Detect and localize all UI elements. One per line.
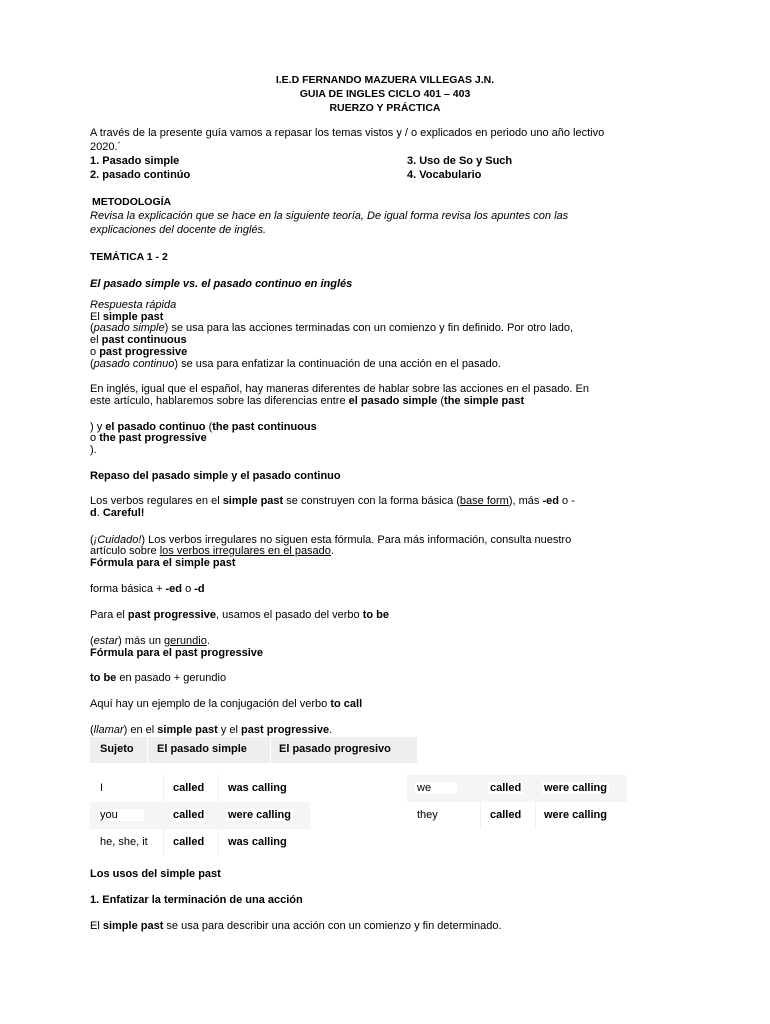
table-header-cell: El pasado simple [157, 743, 247, 755]
base-form-link[interactable]: base form [459, 495, 509, 507]
quick-answer-line4: o past progressive [90, 346, 188, 358]
gerundio-link[interactable]: gerundio [164, 635, 207, 647]
table-cell-subject: I [100, 782, 104, 794]
intro-text-line1: A través de la presente guía vamos a repasar los temas vistos y / o explicados en periodo uno año lectivo [90, 127, 605, 139]
article-intro-line4: o the past progressive [90, 432, 207, 444]
formula-simple-past: forma básica + -ed o -d [90, 583, 205, 595]
irregular-verbs-link[interactable]: los verbos irregulares en el pasado [159, 545, 331, 557]
table-cell-progressive: were calling [544, 782, 607, 794]
table-cell-simple: called [490, 809, 522, 821]
quick-answer-label: Respuesta rápida [90, 299, 177, 311]
regular-verbs-line1: Los verbos regulares en el simple past se construyen con la forma básica (base form), más -ed o - [90, 495, 575, 507]
table-cell-subject: you [98, 809, 144, 821]
tematica-subtitle: El pasado simple vs. el pasado continuo en inglés [90, 278, 353, 290]
article-intro-line2: este artículo, hablaremos sobre las diferencias entre el pasado simple (the simple past [90, 395, 525, 407]
article-intro-line5: ). [90, 444, 97, 456]
table-header-cell: El pasado progresivo [279, 743, 391, 755]
table-cell-progressive: were calling [228, 809, 291, 821]
intro-text-line2: 2020.´ [90, 141, 122, 153]
article-intro-line3: ) y el pasado continuo (the past continuous [90, 421, 317, 433]
formula-past-progressive: to be en pasado + gerundio [90, 672, 227, 684]
past-progressive-intro-line2: (estar) más un gerundio. [90, 635, 210, 647]
metodologia-text-line2: explicaciones del docente de inglés. [90, 224, 267, 236]
table-cell-subject: he, she, it [100, 836, 148, 848]
metodologia-heading: METODOLOGÍA [92, 196, 172, 208]
past-progressive-intro: Para el past progressive, usamos el pasado del verbo to be [90, 609, 390, 621]
article-intro-line1: En inglés, igual que el español, hay maneras diferentes de hablar sobre las acciones en el pasado. En [90, 383, 589, 395]
table-divider [480, 802, 481, 829]
formula-simple-past-heading: Fórmula para el simple past [90, 557, 236, 569]
regular-verbs-line2: d. Careful! [90, 507, 145, 519]
table-cell-simple: called [173, 809, 205, 821]
school-name: I.E.D FERNANDO MAZUERA VILLEGAS J.N. [275, 74, 495, 86]
table-divider [147, 737, 148, 763]
table-divider [270, 737, 271, 763]
table-cell-progressive: were calling [544, 809, 607, 821]
quick-answer-line5: (pasado continuo) se usa para enfatizar la continuación de una acción en el pasado. [90, 358, 501, 370]
table-divider [535, 802, 536, 829]
table-cell-simple: called [173, 836, 205, 848]
topic-item-2: 2. pasado continúo [90, 169, 191, 181]
metodologia-text-line1: Revisa la explicación que se hace en la siguiente teoría, De igual forma revisa los apuntes con las [90, 210, 569, 222]
irregular-note-line2: artículo sobre los verbos irregulares en el pasado. [90, 545, 334, 557]
table-cell-subject: they [417, 809, 438, 821]
topic-item-3: 3. Uso de So y Such [407, 155, 513, 167]
review-heading: Repaso del pasado simple y el pasado continuo [90, 470, 341, 482]
uses-subheading-1: 1. Enfatizar la terminación de una acción [90, 894, 303, 906]
irregular-note-line1: (¡Cuidado!) Los verbos irregulares no siguen esta fórmula. Para más información, consulta nuestro [90, 534, 572, 546]
tematica-heading: TEMÁTICA 1 - 2 [90, 251, 168, 263]
table-cell-simple: called [490, 782, 522, 794]
guide-title: GUIA DE INGLES CICLO 401 – 403 [299, 88, 471, 100]
example-intro-line2: (llamar) en el simple past y el past progressive. [90, 724, 333, 736]
table-cell-subject: we [415, 782, 457, 794]
guide-subtitle: RUERZO Y PRÁCTICA [329, 102, 441, 114]
table-cell-progressive: was calling [228, 836, 287, 848]
example-intro: Aquí hay un ejemplo de la conjugación del verbo to call [90, 698, 363, 710]
topic-item-1: 1. Pasado simple [90, 155, 180, 167]
quick-answer-line1: El simple past [90, 311, 164, 323]
table-cell-simple: called [173, 782, 205, 794]
topic-item-4: 4. Vocabulario [407, 169, 482, 181]
uses-heading: Los usos del simple past [90, 868, 221, 880]
formula-past-progressive-heading: Fórmula para el past progressive [90, 647, 264, 659]
table-header-cell: Sujeto [100, 743, 134, 755]
quick-answer-line3: el past continuous [90, 334, 187, 346]
quick-answer-line2: (pasado simple) se usa para las acciones terminadas con un comienzo y fin definido. Por otro lado, [90, 322, 574, 334]
table-cell-progressive: was calling [228, 782, 287, 794]
uses-paragraph-1: El simple past se usa para describir una acción con un comienzo y fin determinado. [90, 920, 502, 932]
